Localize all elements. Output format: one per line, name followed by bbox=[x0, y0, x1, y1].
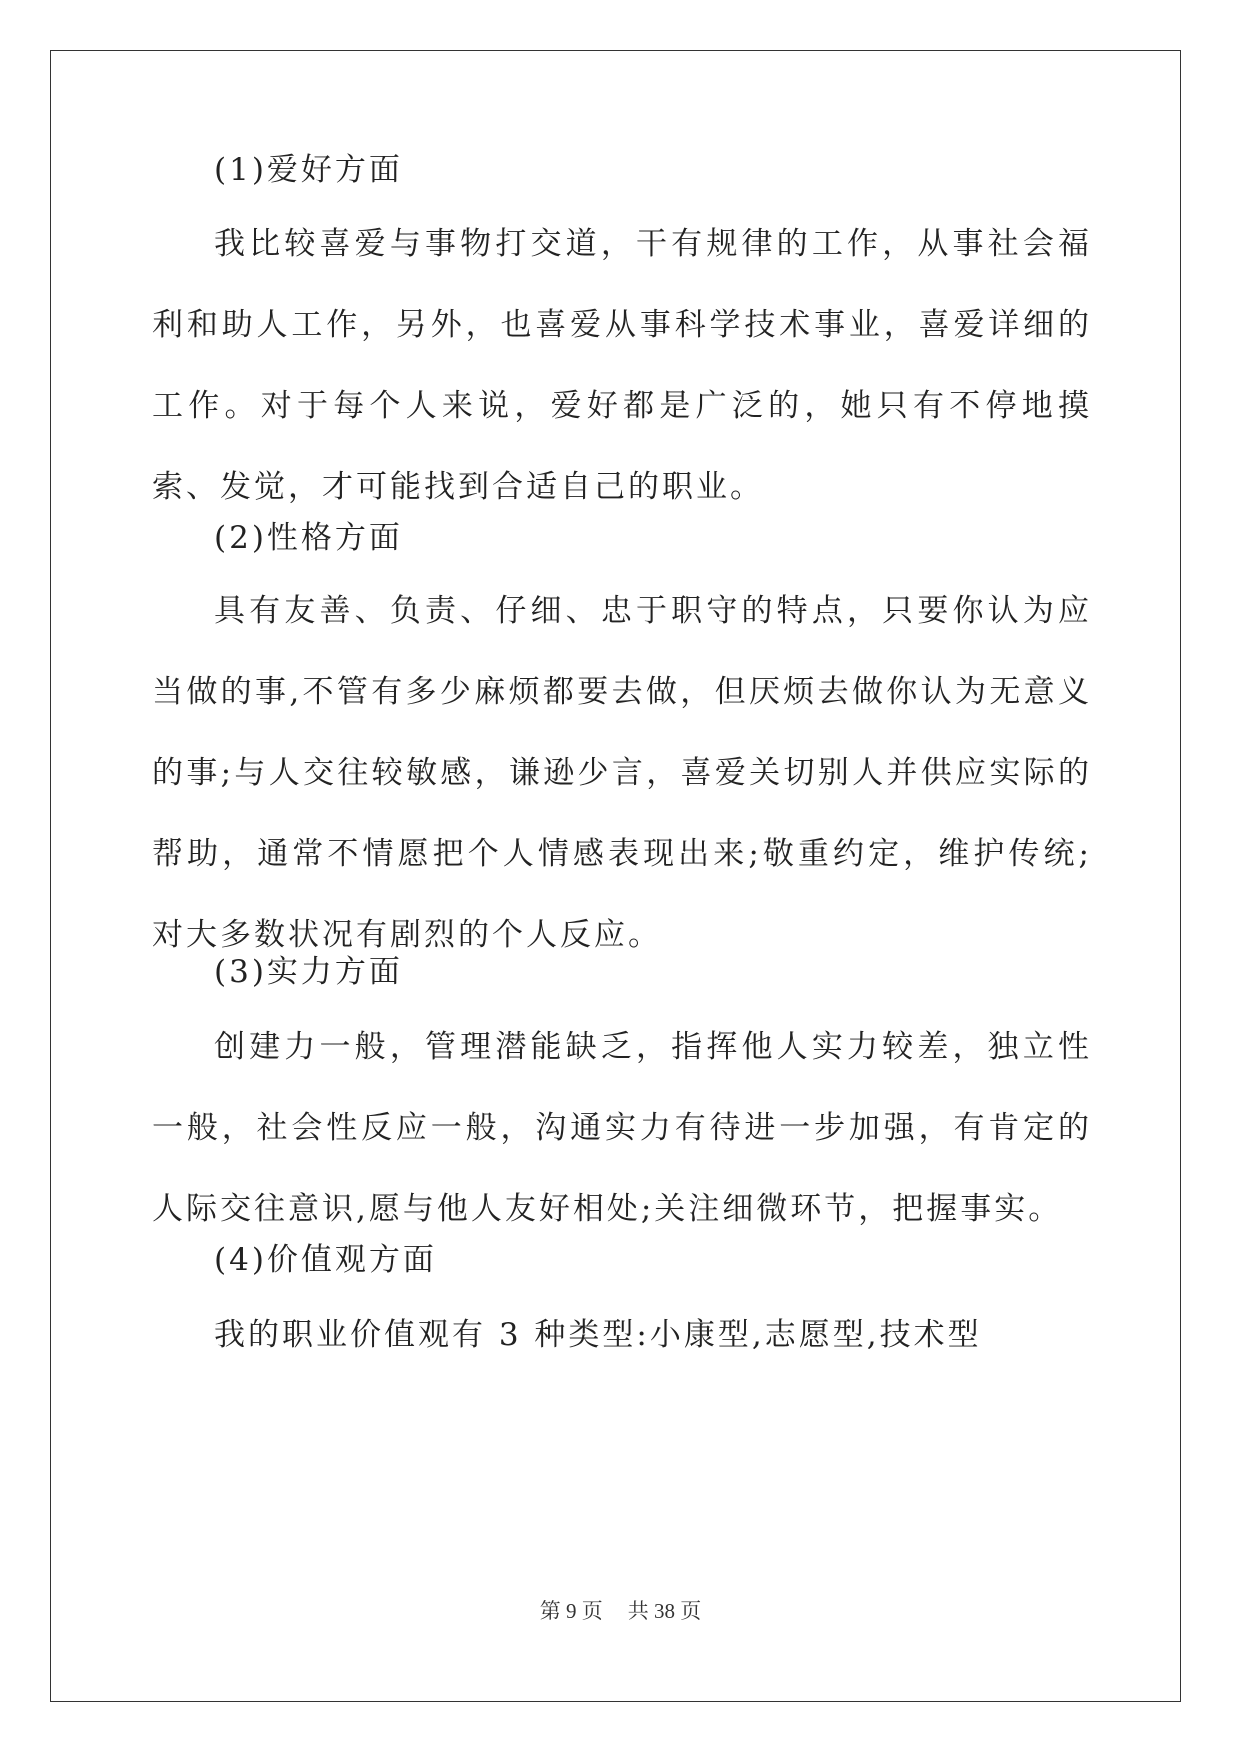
page-number: 第 9 页 bbox=[539, 1599, 603, 1623]
section-3-paragraph: 创建力一般，管理潜能缺乏，指挥他人实力较差，独立性一般，社会性反应一般，沟通实力有待进一步加强，有肯定的人际交往意识,愿与他人友好相处;关注细微环节，把握事实。 bbox=[152, 1029, 1092, 1227]
page-footer bbox=[0, 1595, 1241, 1625]
section-3-heading: (3)实力方面 bbox=[214, 954, 403, 990]
page-total: 共 38 页 bbox=[627, 1599, 702, 1623]
section-4-paragraph: 我的职业价值观有 3 种类型:小康型,志愿型,技术型 bbox=[214, 1317, 982, 1353]
section-2-paragraph: 具有友善、负责、仔细、忠于职守的特点，只要你认为应当做的事,不管有多少麻烦都要去做，但厌烦去做你认为无意义的事;与人交往较敏感，谦逊少言，喜爱关切别人并供应实际的帮助，通常不情愿把个人情感表现出来;敬重约定，维护传统;对大多数状况有剧烈的个人反应。 bbox=[152, 593, 1092, 953]
section-1-paragraph: 我比较喜爱与事物打交道，干有规律的工作，从事社会福利和助人工作，另外，也喜爱从事科学技术事业，喜爱详细的工作。对于每个人来说，爱好都是广泛的，她只有不停地摸索、发觉，才可能找到合适自己的职业。 bbox=[152, 226, 1092, 505]
section-1-heading: (1)爱好方面 bbox=[214, 152, 403, 188]
section-2-heading: (2)性格方面 bbox=[214, 520, 403, 556]
section-4-heading: (4)价值观方面 bbox=[214, 1242, 437, 1278]
